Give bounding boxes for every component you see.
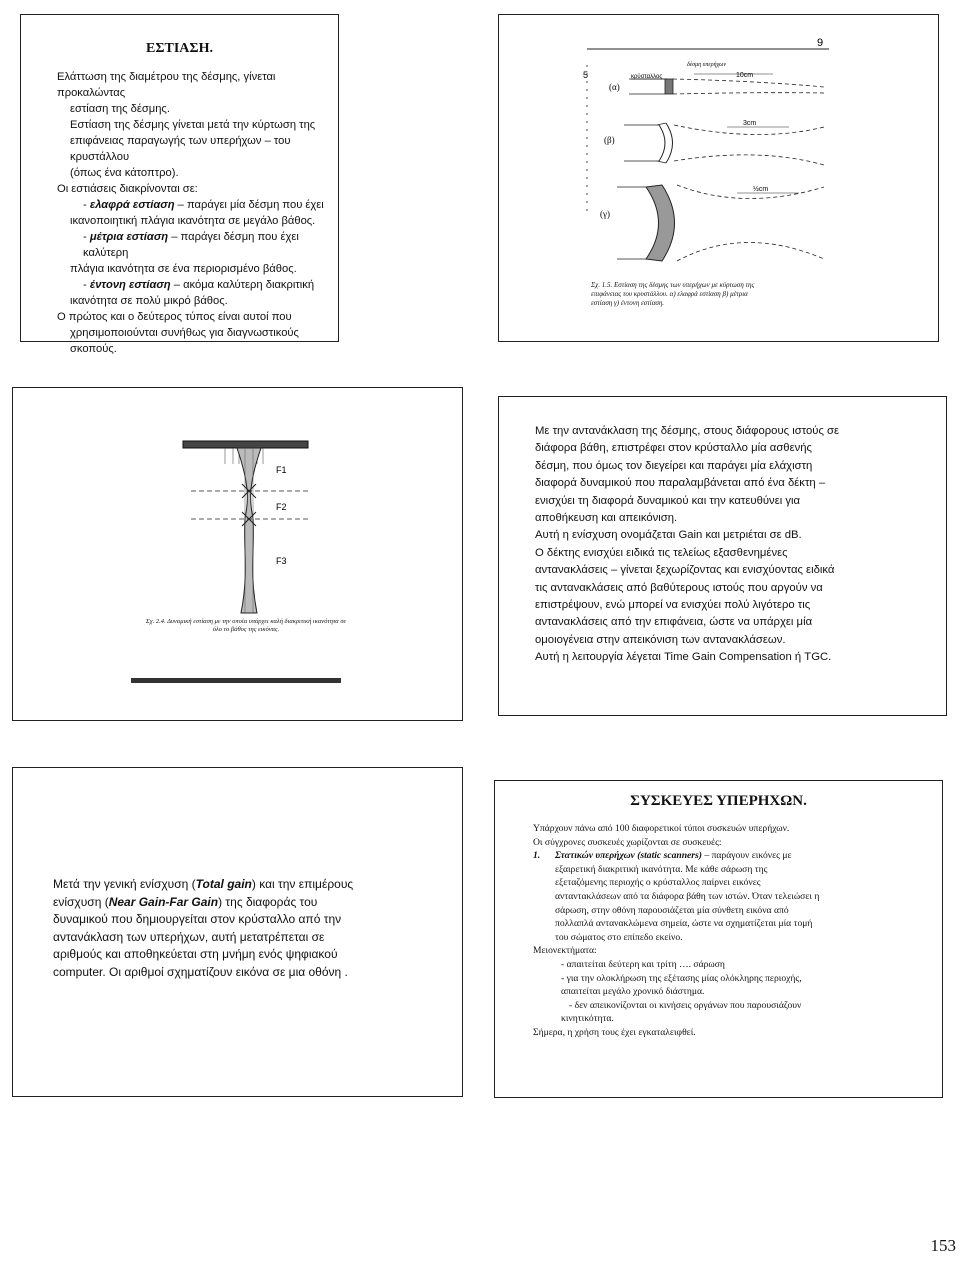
term-mild-focus: ελαφρά εστίαση xyxy=(89,199,175,211)
bullet-dash: - xyxy=(83,279,90,291)
list-item: - για την ολοκλήρωση της εξέτασης μίας ολόκληρης περιοχής, xyxy=(561,972,802,984)
list-number: 1. xyxy=(533,850,541,862)
text-line: δέσμη, που όμως τον διεγείρει και παράγει μία ελάχιστη xyxy=(535,459,813,472)
text-line: Μειονεκτήματα: xyxy=(533,945,597,957)
figure-caption: Σχ. 2.4. Δυναμική εστίαση με την οποία υπάρχει καλή διακριτική ικανότητα σε όλο το βάθος της εικόνας. xyxy=(145,618,347,633)
text-line: (όπως ένα κάτοπτρο). xyxy=(70,167,179,179)
beam-b-bottom xyxy=(674,155,824,165)
text-span: – παράγουν εικόνες με xyxy=(701,850,792,862)
slide-body xyxy=(53,876,453,982)
text-line: αντανακλάσεις – γίνεται ξεχωρίζοντας και ενισχύοντας ειδικά xyxy=(535,564,835,577)
label-b: (β) xyxy=(604,135,615,145)
text-line: αποθήκευση και απεικόνιση. xyxy=(535,512,678,525)
term-desc: – ακόμα καλύτερη διακριτική xyxy=(170,279,315,291)
text-line: ενισχύει τη διαφορά δυναμικού και την κατευθύνει για xyxy=(535,494,801,507)
text-line: Αυτή η ενίσχυση ονομάζεται Gain και μετριέται σε dB. xyxy=(535,529,802,542)
text-span: Μετά την γενική ενίσχυση ( xyxy=(53,877,196,891)
label-3cm: 3cm xyxy=(743,120,757,127)
crystal-b-right xyxy=(666,123,673,163)
text-line: του σώματος στο επίπεδο εκείνο. xyxy=(555,931,683,943)
slide-focusing xyxy=(20,14,339,355)
label-a: (α) xyxy=(609,82,620,92)
label-half-cm: ½cm xyxy=(753,186,769,193)
text-line: πλάγια ικανότητα σε ένα περιορισμένο βάθος. xyxy=(70,263,297,275)
crystal-a xyxy=(665,79,673,94)
slide-gain xyxy=(498,396,947,716)
bullet-dash: - xyxy=(83,231,90,243)
text-line: Υπάρχουν πάνω από 100 διαφορετικοί τύποι συσκευών υπερήχων. xyxy=(533,823,790,834)
text-line: ανταντακλάσεων από τα διάφορα βάθη των ιστών. Όταν τελειώσει η xyxy=(555,890,820,902)
page-number: 153 xyxy=(930,1236,956,1255)
text-line: δυναμικού που δημιουργείται στον κρύσταλλο από την xyxy=(53,912,342,927)
text-span: ) της διαφοράς του xyxy=(218,894,318,909)
list-item: - απαιτείται δεύτερη και τρίτη …. σάρωση xyxy=(561,958,725,970)
label-f1: F1 xyxy=(276,465,287,475)
beam-g-top xyxy=(677,185,824,199)
term-strong-focus: έντονη εστίαση xyxy=(89,279,171,291)
bullet-dash: - xyxy=(83,199,90,211)
term-near-far-gain: Near Gain-Far Gain xyxy=(108,894,219,909)
text-line: Οι εστιάσεις διακρίνονται σε: xyxy=(57,183,198,195)
label-f3: F3 xyxy=(276,556,287,566)
figure-caption: Σχ. 1.5. Εστίαση της δέσμης των υπερήχων με κύρτωση της επιφάνειας του κρυστάλλου. α) ελαφρά εστίαση β) μέτρια εστίαση γ) έντονη εστίαση. xyxy=(591,281,755,307)
beam-a-top xyxy=(673,79,824,87)
slide-focus-figure xyxy=(498,14,939,342)
text-line: ομοιογένεια στην απεικόνιση των αντανακλάσεων. xyxy=(535,633,786,646)
text-line: εξεταζόμενης περιοχής ο κρύσταλλος παίρνει εικόνες xyxy=(555,877,761,889)
label-f2: F2 xyxy=(276,502,287,512)
slide-devices xyxy=(494,780,943,1098)
text-line: εστίαση της δέσμης. xyxy=(70,103,170,115)
text-line: σάρωση, στην οθόνη παρουσιάζεται μία σύνθετη εικόνα από xyxy=(555,904,789,916)
text-line: ικανότητα σε πολύ μικρό βάθος. xyxy=(70,295,228,307)
text-line: επιστρέψουν, ενώ μπορεί να ενισχύει πολύ λιγότερο τις xyxy=(535,599,811,612)
text-span: ) και την επιμέρους xyxy=(251,877,354,891)
text-line: Αυτή η λειτουργία λέγεται Time Gain Compensation ή TGC. xyxy=(535,651,832,664)
term-static-scanners: Στατικών υπερήχων (static scanners) xyxy=(555,850,702,862)
beam-g-bottom xyxy=(677,242,824,261)
page-num-label: 9 xyxy=(817,37,824,49)
text-line: Ο δέκτης ενισχύει ειδικά τις τελείως εξασθενημένες xyxy=(535,546,788,559)
slide-body xyxy=(57,69,339,357)
list-item xyxy=(57,229,339,261)
text-span: ενίσχυση ( xyxy=(53,894,109,909)
slide-body xyxy=(533,822,937,1040)
text-line: αντανακλάσεις από την επιφάνεια, ώστε να υπάρχει μία xyxy=(535,616,813,629)
beam-envelope xyxy=(237,448,261,613)
label-crystal: κρύσταλλος xyxy=(631,74,663,80)
text-line: Ελάττωση της διαμέτρου της δέσμης, γίνεται προκαλώντας xyxy=(57,71,276,99)
dynamic-focus-diagram xyxy=(13,388,464,722)
crystal-g xyxy=(646,185,675,261)
beam-a-bottom xyxy=(673,93,824,94)
term-desc: – παράγει μία δέσμη που έχει xyxy=(174,199,324,211)
term-total-gain: Total gain xyxy=(195,877,252,891)
side-label: 5 xyxy=(583,70,589,80)
text-line: Με την αντανάκλαση της δέσμης, στους διάφορους ιστούς σε xyxy=(535,425,840,437)
text-line xyxy=(53,894,453,912)
text-line: αριθμούς και αποθηκεύεται στη μνήμη ενός ψηφιακού xyxy=(53,947,338,962)
text-line: απαιτείται μεγάλο χρονικό διάστημα. xyxy=(561,986,705,998)
list-item xyxy=(57,277,339,293)
text-line: εξαιρετική διακριτική ικανότητα. Με κάθε σάρωση της xyxy=(555,863,768,875)
text-line: Σήμερα, η χρήση τους έχει εγκαταλειφθεί. xyxy=(533,1026,696,1038)
text-line xyxy=(53,876,453,894)
list-item: - δεν απεικονίζονται οι κινήσεις οργάνων που παρουσιάζουν xyxy=(569,999,802,1011)
text-line: επιφάνειας παραγωγής των υπερήχων – του κρυστάλλου xyxy=(70,135,291,163)
text-line: Οι σύγχρονες συσκευές χωρίζονται σε συσκευές: xyxy=(533,836,722,848)
slide-digitization xyxy=(12,767,463,1097)
text-line: πολλαπλά αντανακλώμενα σημεία, ώστε να σχηματίζεται μία τομή xyxy=(555,918,813,930)
term-desc: – παράγει δέσμη που έχει καλύτερη xyxy=(83,231,299,259)
text-line: Ο πρώτος και ο δεύτερος τύπος είναι αυτοί που xyxy=(57,311,292,323)
list-item xyxy=(533,849,937,863)
text-line: computer. Οι αριθμοί σχηματίζουν εικόνα σε μια οθόνη . xyxy=(53,964,348,979)
text-line: τις αντανακλάσεις από βαθύτερους ιστούς που αργούν να xyxy=(535,581,823,594)
slide-body xyxy=(535,423,939,667)
slide-title: ΕΣΤΙΑΣΗ. xyxy=(146,41,213,56)
text-line: χρησιμοποιούνται συνήθως για διαγνωστικούς σκοπούς. xyxy=(70,327,299,355)
label-10cm: 10cm xyxy=(736,72,754,79)
slide-title: ΣΥΣΚΕΥΕΣ ΥΠΕΡΗΧΩΝ. xyxy=(630,793,807,809)
scan-bar xyxy=(131,678,341,683)
term-medium-focus: μέτρια εστίαση xyxy=(89,231,169,243)
list-item xyxy=(57,197,339,213)
crystal-b-left xyxy=(659,125,665,161)
text-line: διάφορα βάθη, επιστρέφει στον κρύσταλλο μία ασθενής xyxy=(535,442,812,455)
text-line: κινητικότητα. xyxy=(561,1013,614,1025)
text-line: αντανάκλαση των υπερήχων, αυτή μετατρέπεται σε xyxy=(53,929,325,944)
text-line: ικανοποιητική πλάγια ικανότητα σε μεγάλο βάθος. xyxy=(70,215,316,227)
text-line: διαφορά δυναμικού που παραλαμβάνεται από ένα δέκτη – xyxy=(535,477,826,490)
slide-dynamic-focus xyxy=(12,387,463,721)
text-line: Εστίαση της δέσμης γίνεται μετά την κύρτωση της xyxy=(70,119,316,131)
label-beam: δέσμη υπερήχων xyxy=(687,62,726,68)
label-g: (γ) xyxy=(600,209,610,219)
transducer-bar xyxy=(183,441,308,448)
